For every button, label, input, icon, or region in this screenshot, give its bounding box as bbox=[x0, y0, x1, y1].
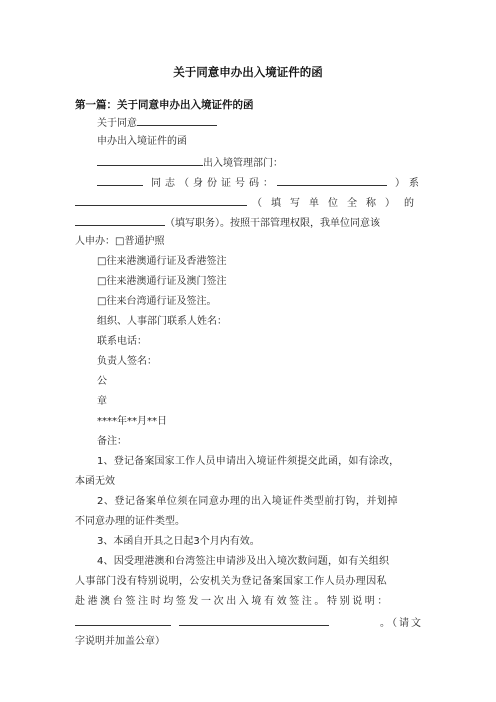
note2-line2: 不同意办理的证件类型。 bbox=[75, 516, 185, 527]
blank-underline bbox=[137, 115, 217, 126]
note4-line5: 字说明并加盖公章） bbox=[75, 636, 165, 647]
blank-underline bbox=[75, 195, 247, 206]
line-guanli bbox=[97, 155, 283, 171]
date-line: ****年**月**日 bbox=[97, 416, 167, 427]
blank-underline bbox=[97, 155, 203, 166]
line-zhiwu bbox=[75, 215, 380, 231]
option-taiwan: □往来台湾通行证及签注。 bbox=[97, 296, 217, 307]
remarks-label: 备注： bbox=[97, 436, 127, 447]
line-shenban: 申办出入境证件的函 bbox=[97, 136, 187, 147]
blank-underline bbox=[277, 175, 387, 186]
line-de-text: （填写单位全称）的 bbox=[252, 198, 423, 209]
note1-line2: 本函无效 bbox=[75, 476, 115, 487]
note4-line3: 赴港澳台签注时均签发一次出入境有效签注。特别说明： bbox=[75, 596, 390, 607]
blank-underline bbox=[179, 615, 329, 626]
note2-line1: 2、登记备案单位须在同意办理的出入境证件类型前打钩，并划掉 bbox=[97, 496, 398, 507]
line-guanyu-text: 关于同意 bbox=[97, 118, 137, 129]
note4-line2: 人事部门没有特别说明，公安机关为登记备案国家工作人员办理因私 bbox=[75, 576, 387, 587]
blank-underline bbox=[97, 175, 143, 186]
note4-line1: 4、因受理港澳和台湾签注申请涉及出入境次数问题，如有关组织 bbox=[97, 556, 390, 567]
option-hk: □往来港澳通行证及香港签注 bbox=[97, 256, 227, 267]
line-tongzhi bbox=[97, 175, 423, 191]
note4-line4-text: 。（请文 bbox=[380, 618, 423, 629]
blank-underline bbox=[75, 215, 165, 226]
line-zhiwu-text: （填写职务）。按照干部管理权限，我单位同意该 bbox=[165, 218, 380, 229]
document-title: 关于同意申办出入境证件的函 bbox=[173, 65, 323, 79]
note3-line: 3、本函自开具之日起3个月内有效。 bbox=[97, 536, 260, 547]
note1-line1: 1、登记备案国家工作人员申请出入境证件须提交此函，如有涂改， bbox=[97, 456, 400, 467]
contact-name: 组织、人事部门联系人姓名： bbox=[97, 316, 227, 327]
line-de bbox=[75, 195, 423, 211]
section-heading: 第一篇：关于同意申办出入境证件的函 bbox=[75, 99, 254, 111]
leader-sign: 负责人签名： bbox=[97, 356, 157, 367]
option-macao: □往来港澳通行证及澳门签注 bbox=[97, 276, 227, 287]
line-xi-text: ）系 bbox=[395, 178, 423, 189]
contact-phone: 联系电话： bbox=[97, 336, 147, 347]
seal-char-1: 公 bbox=[97, 376, 107, 387]
note4-line4 bbox=[75, 615, 423, 631]
blank-underline bbox=[75, 615, 171, 626]
line-guanyu bbox=[97, 115, 217, 131]
line-tongzhi-text: 同志（身份证号码： bbox=[151, 178, 277, 189]
line-guanli-text: 出入境管理部门： bbox=[203, 158, 283, 169]
seal-char-2: 章 bbox=[97, 396, 107, 407]
line-shenban2: 人申办：□普通护照 bbox=[75, 236, 165, 247]
